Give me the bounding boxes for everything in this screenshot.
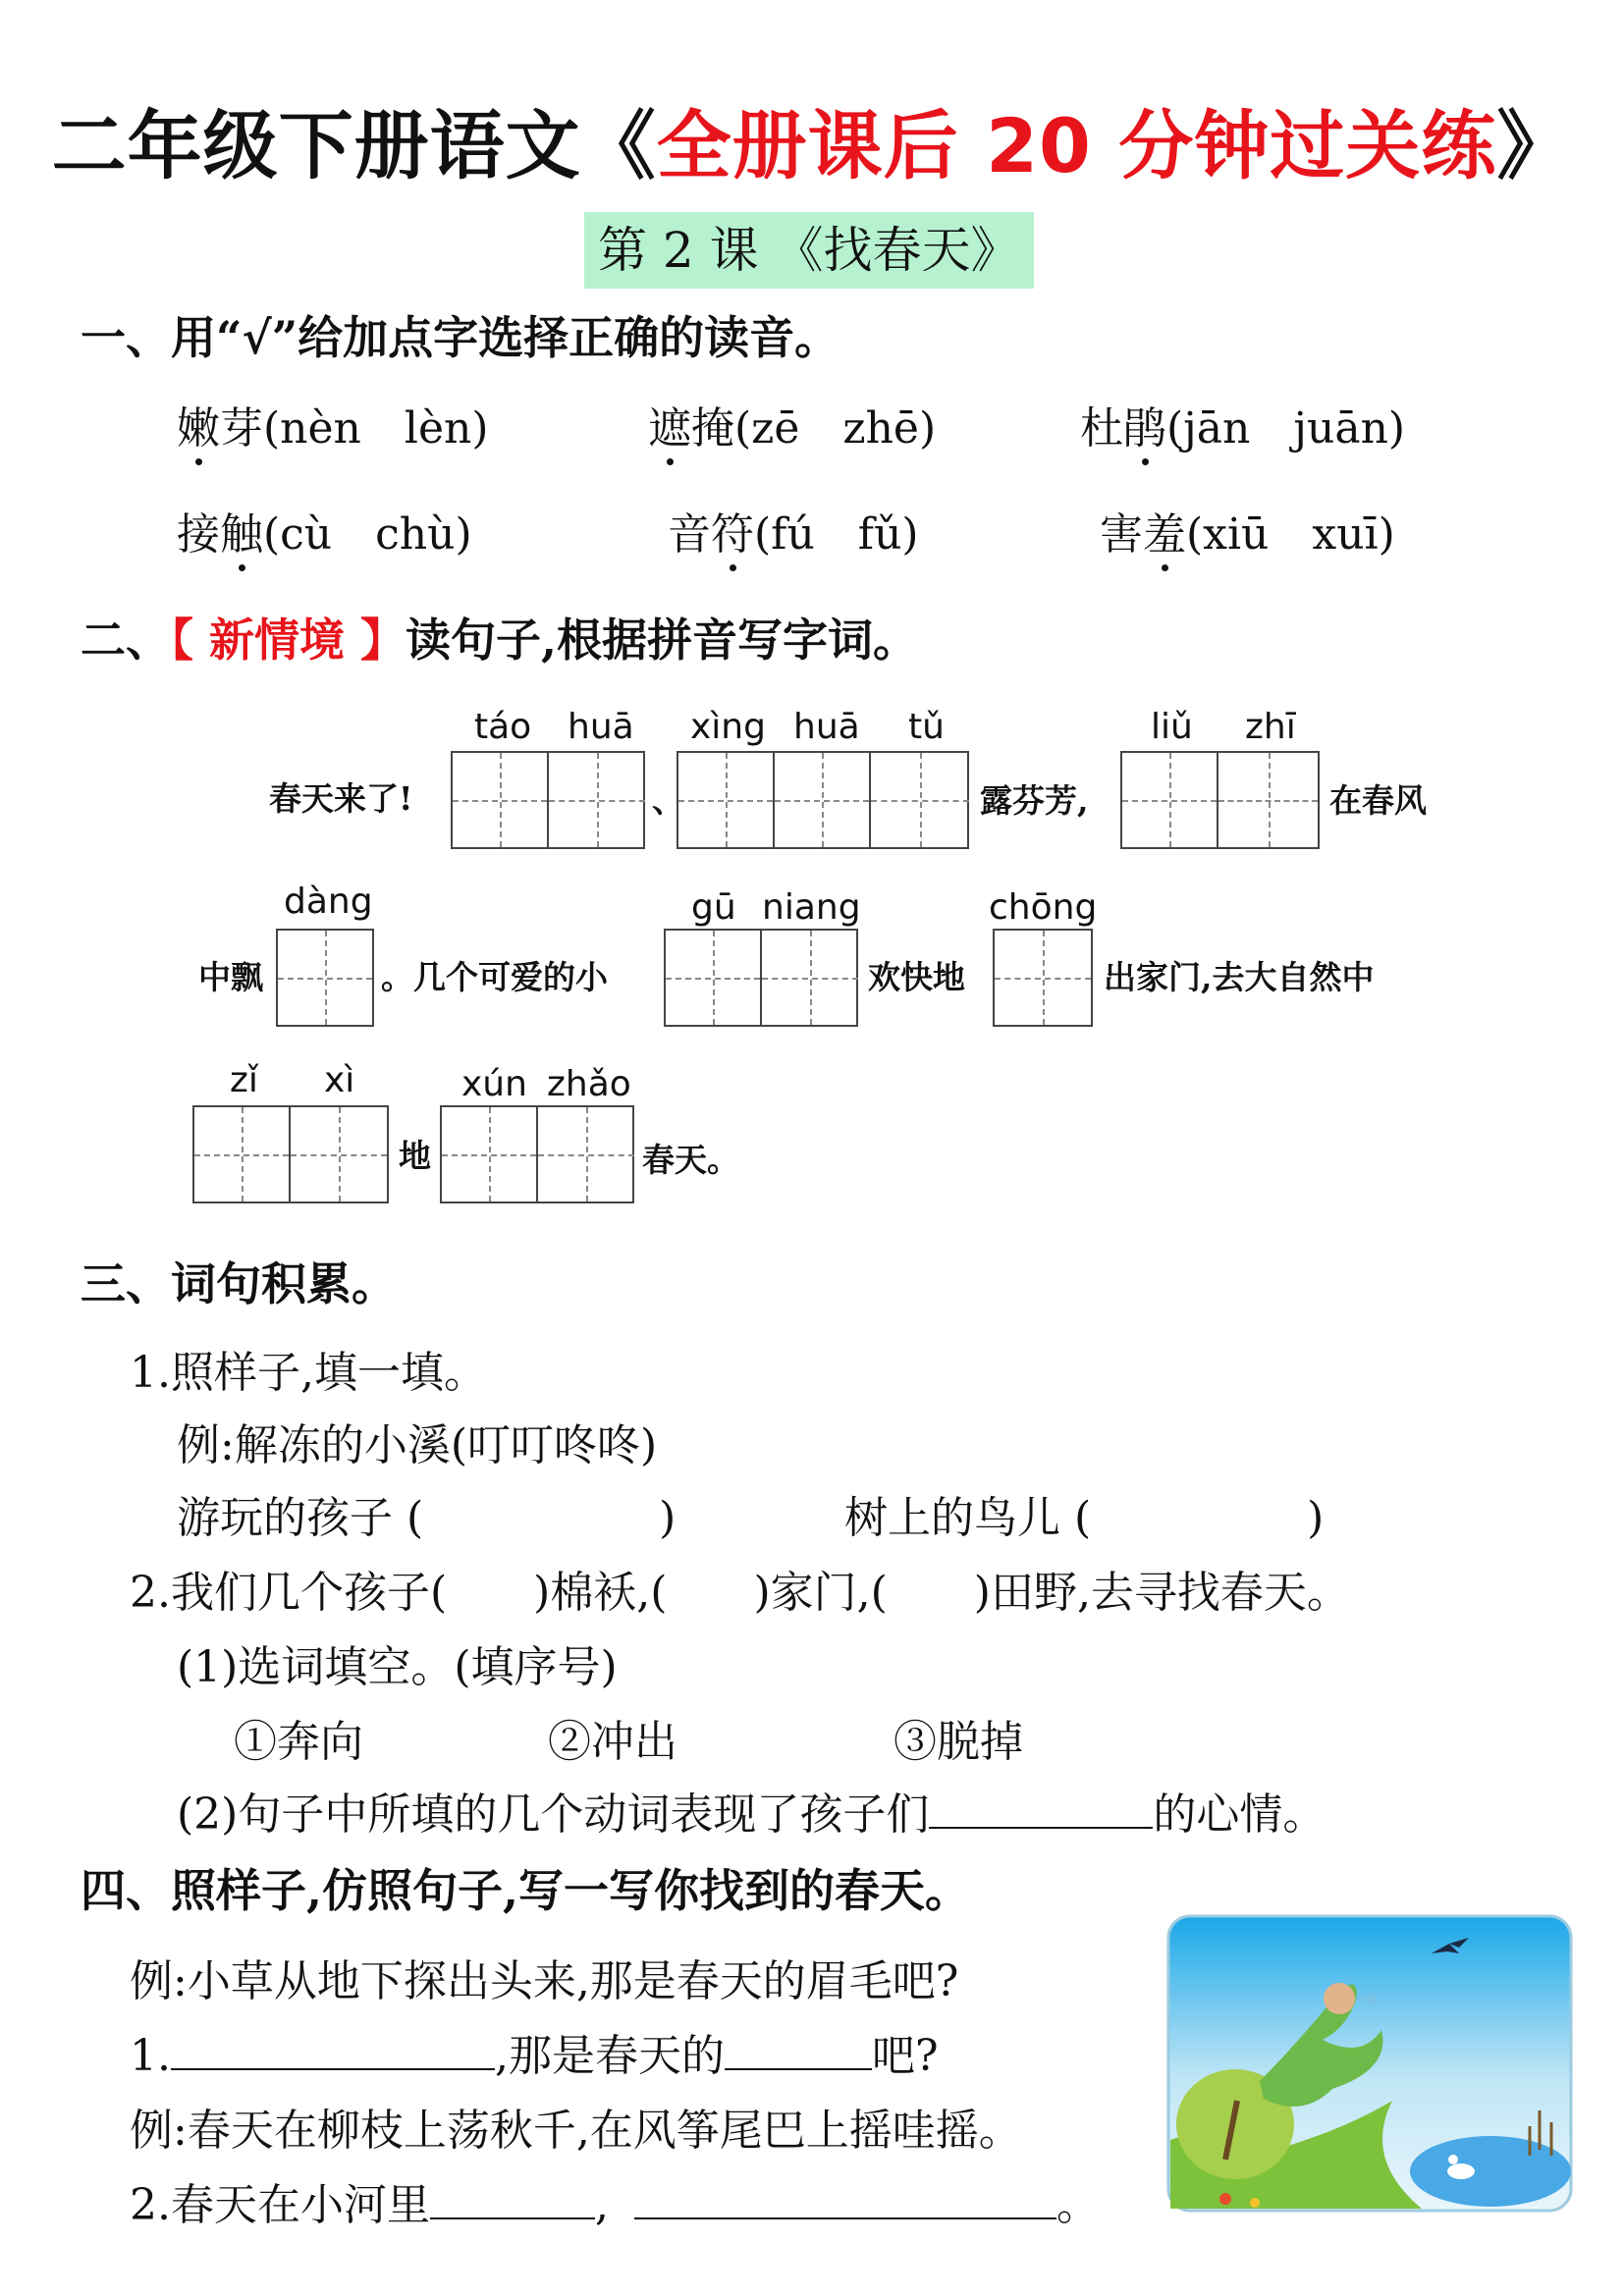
pinyin-label: huā [568,707,634,747]
line-text: ,那是春天的 [494,2031,725,2081]
pinyin-label: chōng [989,887,1098,928]
flower [1250,2198,1260,2208]
dotted-char: 嫩 [177,393,220,455]
char-grid[interactable] [440,1105,634,1203]
lesson-label: 第 2 课 《找春天》 [584,212,1034,289]
option-2: ②冲出 [548,1717,677,1767]
fill-label: 游玩的孩子 ( [177,1493,424,1543]
fill-label: 树上的鸟儿 ( [844,1493,1092,1543]
page-title [0,86,1624,193]
spring-illustration [1166,1914,1573,2213]
fill-text: 出家门,去大自然中 [1104,958,1375,996]
pinyin-label: zhī [1245,707,1296,747]
title-suffix: 》 [1496,102,1573,189]
pinyin-label: tǔ [908,707,945,747]
pinyin-options: (cù chù) [263,509,472,560]
s1-item-1 [177,393,489,455]
fill-text: 露芬芳, [980,781,1089,820]
question-text: 的心情。 [1153,1789,1326,1840]
pinyin-label: xìng [690,707,766,747]
dotted-char: 遮 [648,393,691,455]
fill-text: 地 [399,1137,431,1175]
s3-q1: 1.照样子,填一填。 [130,1348,487,1398]
line-text: 2.春天在小河里 [130,2180,430,2230]
pinyin-label: xì [324,1060,355,1100]
s3-q2-2 [177,1779,1326,1842]
pinyin-options: (nèn lèn) [263,403,489,454]
pinyin-label: liǔ [1151,707,1193,747]
pinyin-label: zhǎo [547,1064,631,1104]
s4-line-1 [130,2020,939,2083]
dotted-char: 鹃 [1123,393,1166,455]
char-grid[interactable] [677,751,969,849]
pinyin-label: gū [691,887,736,928]
section1-heading: 一、用“√”给加点字选择正确的读音。 [81,311,840,364]
section2-heading [81,605,918,669]
line-text: 吧? [871,2031,939,2081]
pinyin-options: (zē zhē) [734,403,937,454]
heading-prefix: 二、 [81,614,171,667]
pinyin-label: zǐ [230,1060,258,1100]
section4-heading: 四、照样子,仿照句子,写一写你找到的春天。 [81,1864,971,1917]
s4-example-1: 例:小草从地下探出头来,那是春天的眉毛吧? [130,1956,959,2006]
answer-blank[interactable] [725,2029,872,2070]
new-context-tag: 【 新情境 】 [171,614,406,667]
answer-blank[interactable] [929,1788,1153,1829]
figure-face [1324,1983,1355,2014]
char-grid[interactable] [276,929,374,1027]
flower [1219,2193,1231,2205]
s3-example: 例:解冻的小溪(叮叮咚咚) [177,1420,658,1470]
s1-item-3 [1080,393,1405,455]
pinyin-options: (fú fǔ) [754,509,919,560]
char-grid[interactable] [192,1105,389,1203]
dotted-char: 羞 [1143,499,1186,561]
section3-heading: 三、词句积累。 [81,1257,397,1310]
s1-item-6 [1100,499,1395,561]
char-grid[interactable] [664,929,858,1027]
heading-suffix: 读句子,根据拼音写字词。 [406,614,919,667]
title-highlight: 全册课后 20 分钟过关练 [656,102,1497,189]
fill-text: 中飘 [198,958,263,996]
s3-q2-1: (1)选词填空。(填序号) [177,1642,618,1692]
swan [1447,2163,1475,2179]
fill-text: 春天来了! [269,779,413,818]
line-number: 1. [130,2031,171,2081]
s1-item-5 [668,499,919,561]
fill-text: 欢快地 [868,958,965,996]
s1-item-4 [177,499,472,561]
char-grid[interactable] [451,751,645,849]
question-text: (2)句子中所填的几个动词表现了孩子们 [177,1789,930,1840]
pinyin-label: táo [474,707,532,747]
option-1: ①奔向 [234,1717,363,1767]
dotted-char: 符 [711,499,754,561]
option-3: ③脱掉 [893,1717,1023,1767]
pinyin-label: huā [793,707,860,747]
plain-char: 芽 [220,403,263,454]
title-prefix: 二年级下册语文《 [51,102,657,189]
line-text: 。 [1056,2180,1100,2230]
close-paren: ) [659,1493,677,1543]
fill-text: 春天。 [642,1141,739,1179]
answer-blank[interactable] [634,2178,1056,2219]
fill-text: 在春风 [1329,781,1427,820]
pinyin-label: dàng [284,881,373,922]
s3-fill-a [177,1482,676,1545]
plain-char: 音 [668,509,711,560]
answer-blank[interactable] [430,2178,595,2219]
fill-text: 。几个可爱的小 [381,958,608,996]
s3-q2: 2.我们几个孩子( )棉袄,( )家门,( )田野,去寻找春天。 [130,1568,1350,1618]
pinyin-label: niang [762,887,861,928]
s4-line-2 [130,2169,1100,2232]
pinyin-options: (xiū xuī) [1186,509,1395,560]
s3-fill-b [844,1482,1324,1545]
char-grid[interactable] [993,929,1093,1027]
line-text: , [594,2180,609,2230]
plain-char: 杜 [1080,403,1123,454]
char-grid[interactable] [1120,751,1320,849]
plain-char: 掩 [691,403,734,454]
fill-text: 、 [652,781,684,820]
s1-item-2 [648,393,936,455]
pinyin-label: xún [461,1064,527,1104]
river [1410,2136,1571,2207]
s4-example-2: 例:春天在柳枝上荡秋千,在风筝尾巴上摇哇摇。 [130,2106,1022,2156]
plain-char: 害 [1100,509,1143,560]
answer-blank[interactable] [171,2029,495,2070]
plain-char: 接 [177,509,220,560]
dotted-char: 触 [220,499,263,561]
close-paren: ) [1307,1493,1325,1543]
pinyin-options: (jān juān) [1166,403,1406,454]
